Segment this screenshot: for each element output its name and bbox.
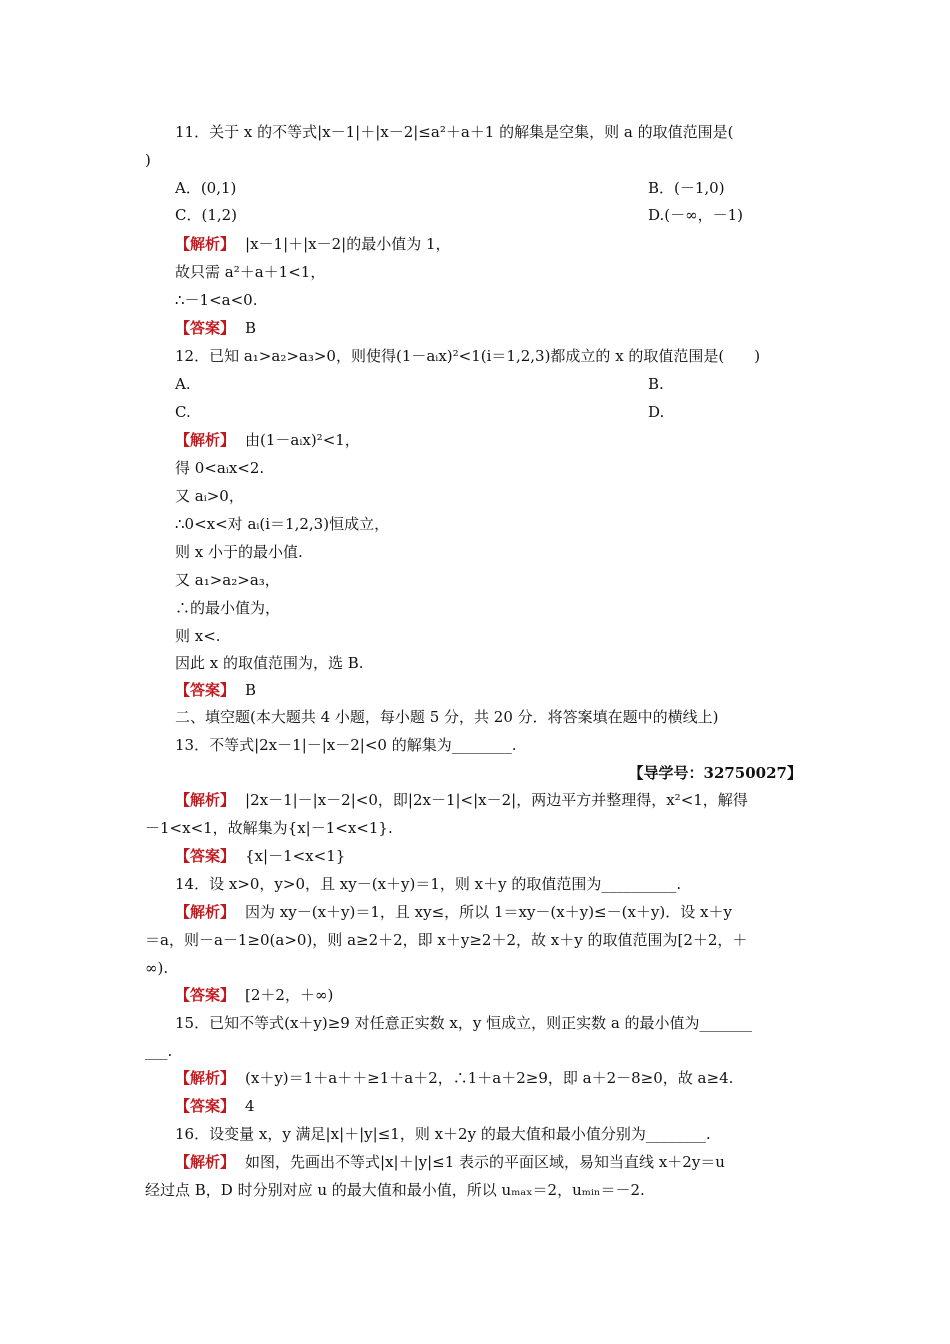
analysis-text: 因为 xy－(x＋y)＝1，且 xy≤，所以 1＝xy－(x＋y)≤－(x＋y)．设 x＋y: [245, 903, 732, 921]
q11-option-a: A．(0,1): [175, 179, 237, 197]
q12-analysis-step: 则 x 小于的最小值.: [175, 543, 303, 561]
q15-stem-line2: ___.: [145, 1042, 173, 1060]
q12-analysis-step: 又 aᵢ>0，: [175, 487, 244, 505]
q12-analysis-step: 则 x<.: [175, 627, 221, 645]
answer-tag: 【答案】: [175, 319, 236, 337]
q11-option-c: C．(1,2): [175, 206, 238, 224]
q12-answer-line: [175, 680, 256, 700]
q12-option-c: C.: [175, 403, 191, 421]
q11-analysis-line1: [175, 234, 451, 254]
analysis-tag: 【解析】: [175, 1153, 236, 1171]
q15-analysis-line1: [175, 1068, 733, 1088]
q12-analysis-step: 得 0<aᵢx<2.: [175, 459, 265, 477]
q12-option-a: A.: [175, 375, 191, 393]
answer-text: B: [245, 319, 257, 337]
q11-options-row2: [175, 205, 744, 225]
analysis-tag: 【解析】: [175, 903, 236, 921]
q12-analysis-step: 又 a₁>a₂>a₃，: [175, 571, 280, 589]
q12-options-row1: [175, 374, 664, 394]
analysis-text: 由(1－aᵢx)²<1，: [245, 431, 360, 449]
q14-analysis-line2: ＝a，则－a－1≥0(a>0)，则 a≥2＋2，即 x＋y≥2＋2，故 x＋y 的取值范围为[2＋2，＋: [145, 931, 748, 949]
q14-answer-line: [175, 985, 333, 1005]
analysis-text: (x＋y)＝1＋a＋＋≥1＋a＋2，∴1＋a＋2≥9，即 a＋2－8≥0，故 a≥4.: [245, 1069, 734, 1087]
q16-analysis-line2: 经过点 B，D 时分别对应 u 的最大值和最小值，所以 uₘₐₓ＝2，uₘᵢₙ＝－2.: [145, 1181, 645, 1199]
q12-analysis-line1: [175, 430, 360, 450]
q13-stem: 13．不等式|2x－1|－|x－2|<0 的解集为________.: [175, 736, 517, 754]
analysis-tag: 【解析】: [175, 235, 236, 253]
q16-stem: 16．设变量 x，y 满足|x|＋|y|≤1，则 x＋2y 的最大值和最小值分别为________.: [175, 1125, 711, 1143]
q11-answer-line: [175, 318, 256, 338]
q12-analysis-step: ∴0<x<对 aᵢ(i＝1,2,3)恒成立，: [175, 515, 390, 533]
q12-options-row2: [175, 402, 665, 422]
guide-number: 【导学号：32750027】: [628, 764, 802, 782]
q12-stem: 12．已知 a₁>a₂>a₃>0，则使得(1－aᵢx)²<1(i＝1,2,3)都成立的 x 的取值范围是( ): [175, 347, 761, 365]
q16-analysis-line1: [175, 1152, 725, 1172]
answer-text: 4: [245, 1097, 255, 1115]
q14-stem: 14．设 x>0，y>0，且 xy－(x＋y)＝1，则 x＋y 的取值范围为__________.: [175, 875, 682, 893]
analysis-text: 如图，先画出不等式|x|＋|y|≤1 表示的平面区域，易知当直线 x＋2y＝u: [245, 1153, 725, 1171]
answer-tag: 【答案】: [175, 681, 236, 699]
q14-analysis-line1: [175, 902, 732, 922]
q13-answer-line: [175, 846, 345, 866]
q12-option-b: B.: [648, 375, 664, 393]
q15-stem-line1: 15．已知不等式(x＋y)≥9 对任意正实数 x，y 恒成立，则正实数 a 的最小值为_______: [175, 1014, 753, 1032]
answer-tag: 【答案】: [175, 1097, 236, 1115]
q13-analysis-line2: －1<x<1，故解集为{x|－1<x<1}.: [145, 819, 393, 837]
q11-option-b: B．(－1,0): [648, 179, 725, 197]
analysis-tag: 【解析】: [175, 1069, 236, 1087]
answer-tag: 【答案】: [175, 986, 236, 1004]
section-heading: 二、填空题(本大题共 4 小题，每小题 5 分，共 20 分．将答案填在题中的横线上): [175, 708, 719, 726]
q12-analysis-step: 因此 x 的取值范围为，选 B.: [175, 654, 364, 672]
q15-answer-line: [175, 1096, 255, 1116]
analysis-tag: 【解析】: [175, 431, 236, 449]
q12-analysis-step: ∴的最小值为，: [175, 599, 281, 617]
analysis-text: |x－1|＋|x－2|的最小值为 1，: [245, 235, 451, 253]
q11-analysis-line2: 故只需 a²＋a＋1<1，: [175, 263, 326, 281]
q11-stem-line2: ): [145, 151, 151, 169]
answer-tag: 【答案】: [175, 847, 236, 865]
q11-stem-line1: 11．关于 x 的不等式|x－1|＋|x－2|≤a²＋a＋1 的解集是空集，则 a 的取值范围是(: [175, 123, 734, 141]
answer-text: B: [245, 681, 257, 699]
answer-text: [2＋2，＋∞): [245, 986, 334, 1004]
q14-analysis-line3: ∞).: [145, 959, 169, 977]
q11-analysis-line3: ∴－1<a<0.: [175, 291, 258, 309]
q11-option-d: D.(－∞，－1): [648, 206, 744, 224]
analysis-text: |2x－1|－|x－2|<0，即|2x－1|<|x－2|，两边平方并整理得，x²<1，解得: [245, 791, 748, 809]
analysis-tag: 【解析】: [175, 791, 236, 809]
q12-option-d: D.: [648, 403, 665, 421]
answer-text: {x|－1<x<1}: [245, 847, 346, 865]
q11-options-row1: [175, 178, 725, 198]
q13-analysis-line1: [175, 790, 748, 810]
